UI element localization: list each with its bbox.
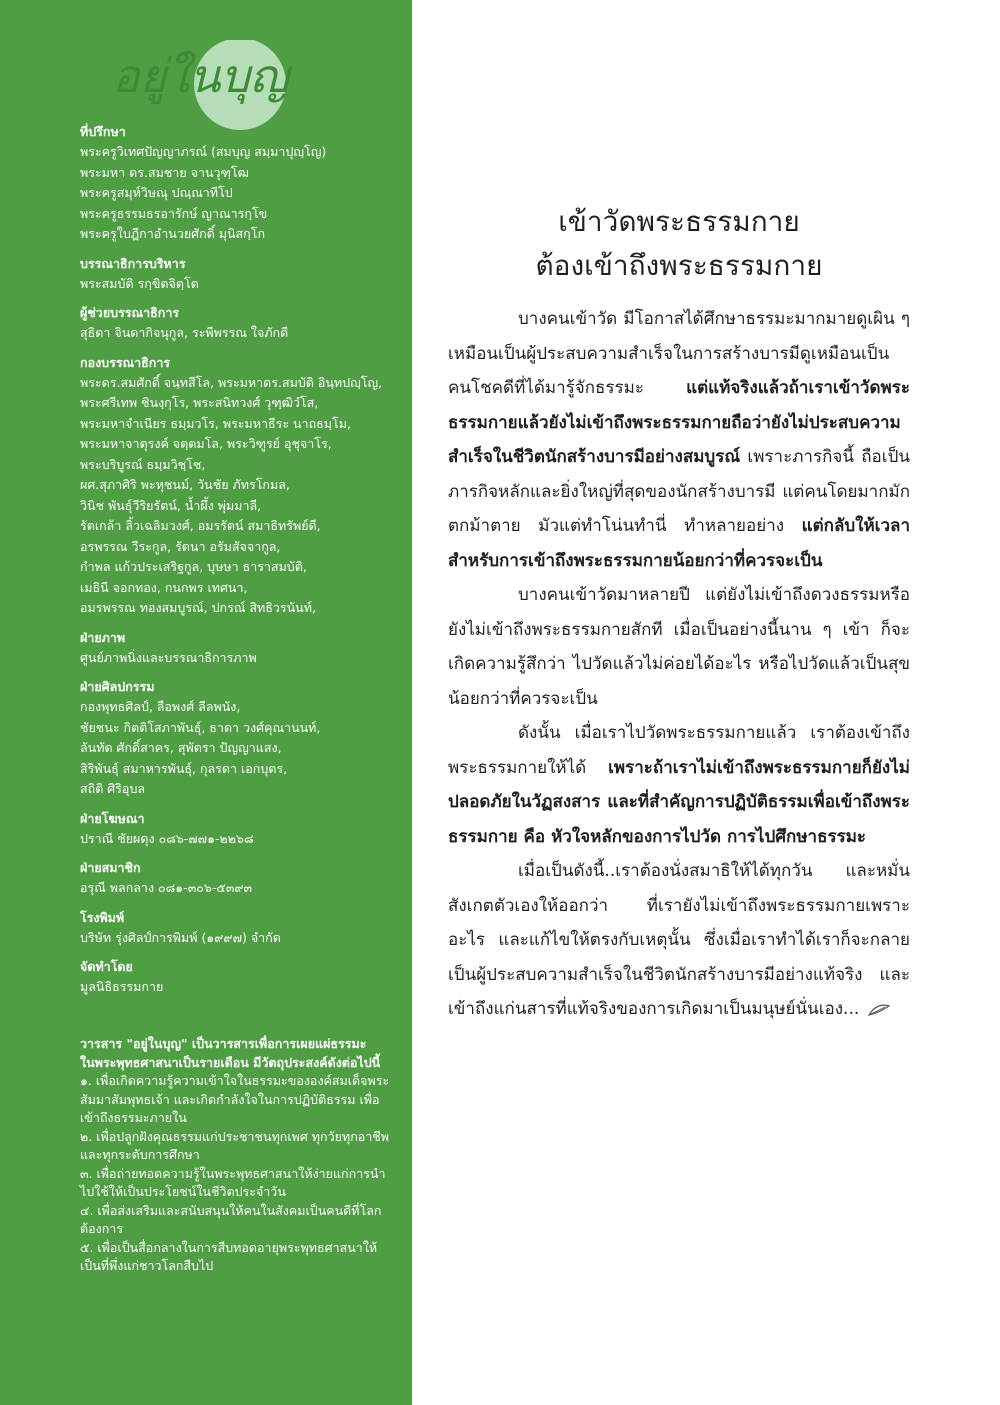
credit-section-title: ฝ่ายศิลปกรรม (80, 679, 155, 694)
magazine-logo (100, 40, 300, 130)
credit-section-title: โรงพิมพ์ (80, 909, 125, 925)
credit-line: บริษัท รุ่งศิลป์การพิมพ์ (๑๙๙๗) จำกัด (80, 929, 281, 945)
credit-line: สถิติ ศิริอุบล (80, 781, 146, 796)
credit-section-body (80, 323, 398, 344)
article-title-line: เข้าวัดพระธรรมกาย (558, 205, 800, 238)
text-run: บางคนเข้าวัด มีโอกาสได้ศึกษาธรรมะมากมายดูเผิน ๆ เหมือนเป็นผู้ประสบความสำเร็จในการสร้างบารมีดูเหมือนเป็นคนโชคดีที่ได้มารู้จักธรรมะ (448, 309, 910, 398)
purpose-item: ๔. เพื่อส่งเสริมและสนับสนุนให้คนในสังคมเป็นคนดีที่โลกต้องการ (80, 1202, 382, 1236)
purpose-title (80, 1035, 396, 1072)
credit-line: พระครูธรรมธรอารักษ์ ญาณารกฺโข (80, 205, 268, 221)
credit-line: ลันทัด ศักดิ์สาคร, สุพัตรา ปัญญาแสง, (80, 740, 282, 755)
credit-line: ปราณี ชัยผดุง ๐๘๖-๗๗๑-๒๒๖๘ (80, 830, 254, 846)
article-paragraph (448, 716, 910, 854)
credit-line: อรุณี พลกลาง ๐๘๑-๓๐๖-๕๓๙๓ (80, 880, 253, 895)
purpose-list (80, 1072, 396, 1276)
credit-line: วินิช พันธุ์วีริยรัตน์, น้ำผึ้ง พุ่มมาลี, (80, 497, 262, 513)
credit-section-body (80, 373, 398, 619)
article-paragraph (448, 854, 910, 1027)
credit-section-body (80, 697, 398, 800)
credit-section-body (80, 648, 398, 669)
credit-section-title: ผู้ช่วยบรรณาธิการ (80, 305, 180, 320)
text-run: เพราะภารกิจนี้ ถือเป็นภารกิจหลักและยิ่งใหญ่ที่สุดของนักสร้างบารมี แต่คนโดยมากมักตกม้าตาย มัวแต่ทำโน่นทำนี่ ทำหลายอย่าง (448, 447, 910, 536)
credit-section-title: ฝ่ายภาพ (80, 629, 126, 645)
credit-line: พระมหา ดร.สมชาย จานวุฑฺโฒ (80, 164, 249, 180)
article-title-line: ต้องเข้าถึงพระธรรมกาย (535, 249, 823, 282)
credit-section-title: กองบรรณาธิการ (80, 354, 171, 370)
purpose-block (80, 1035, 396, 1276)
article-title (448, 200, 910, 288)
article-paragraph (448, 302, 910, 578)
purpose-item: ๑. เพื่อเกิดความรู้ความเข้าใจในธรรมะขององค์สมเด็จพระสัมมาสัมพุทธเจ้า และเกิดกำลังใจในการปฏิบัติธรรม เพื่อเข้าถึงธรรมะภายใน (80, 1073, 390, 1125)
credit-line: พระครูใบฎีกาอำนวยศักดิ์ มุนิสกฺโก (80, 226, 266, 241)
credit-line: กำพล แก้วประเสริฐกูล, บุษษา ธาราสมบัติ, (80, 559, 307, 574)
credit-section-body (80, 142, 398, 245)
credit-line: อรพรรณ วีระกูล, รัตนา อรัมสัจจากูล, (80, 538, 281, 554)
logo-text: อยู่ในบุญ (112, 49, 289, 103)
credit-section-body (80, 829, 398, 850)
credit-section-body (80, 274, 398, 295)
credit-section-title: ฝ่ายโฆษณา (80, 810, 145, 826)
credit-line: พระมหาจำเนียร ธมฺมวโร, พระมหาธีระ นาถธมฺโม, (80, 415, 351, 431)
credit-line: สิริพันธุ์ สมาหารพันธุ์, กุลรดา เอกบุตร, (80, 760, 288, 776)
credit-line: รัตเกล้า ลิ้วเฉลิมวงศ์, อมรรัตน์ สมาธิทรัพย์ดี, (80, 518, 321, 533)
credit-line: พระดร.สมศักดิ์ จนฺทสีโล, พระมหาดร.สมบัติ อินฺทปญฺโญ, (80, 374, 383, 390)
credit-line: พระศรีเทพ ชินงฺกุโร, พระสนิทวงศ์ วุฑฺฒิวํโส, (80, 395, 319, 410)
credit-line: มูลนิธิธรรมกาย (80, 979, 164, 994)
credit-line: สุธิดา จินดากิจนุกูล, ระพีพรรณ ใจภักดี (80, 325, 289, 340)
credit-line: เมธินี จอกทอง, กนกพร เทศนา, (80, 579, 248, 595)
credit-line: พระครูสมุห์วิษณุ ปณฺณาทีโป (80, 185, 233, 200)
purpose-item: ๕. เพื่อเป็นสื่อกลางในการสืบทอดอายุพระพุทธศาสนาให้เป็นที่พึ่งแก่ชาวโลกสืบไป (80, 1239, 378, 1273)
credit-line: อมรพรรณ ทองสมบูรณ์, ปกรณ์ สิทธิวรนันท์, (80, 600, 316, 615)
sidebar (0, 0, 412, 1405)
credit-line: ศูนย์ภาพนิ่งและบรรณาธิการภาพ (80, 649, 257, 665)
credit-section-title: ฝ่ายสมาชิก (80, 860, 141, 875)
credit-section-title: บรรณาธิการบริหาร (80, 255, 186, 271)
article-body (448, 302, 910, 1027)
bold-text: แต่กลับให้เวลาสำหรับการเข้าถึงพระธรรมกายน้อยกว่าที่ควรจะเป็น (448, 516, 910, 571)
bold-text: แต่แท้จริงแล้วถ้าเราเข้าวัดพระธรรมกายแล้วยังไม่เข้าถึงพระธรรมกายถือว่ายังไม่ประสบความสำเร็จในชีวิตนักสร้างบารมีอย่างสมบูรณ์ (448, 378, 910, 467)
credit-line: ผศ.สุภาศิริ พะหุชนม์, วันชัย ภัทรโกมล, (80, 477, 290, 492)
credit-line: พระบริบูรณ์ ธมฺมวิชฺโช, (80, 456, 206, 472)
credit-line: กองพุทธศิลป์, ลือพงศ์ ลีลพนัง, (80, 699, 241, 714)
purpose-item: ๒. เพื่อปลูกฝังคุณธรรมแก่ประชาชนทุกเพศ ทุกวัยทุกอาชีพและทุกระดับการศึกษา (80, 1128, 390, 1162)
text-run: เมื่อเป็นดังนี้..เราต้องนั่งสมาธิให้ได้ทุกวัน และหมั่นสังเกตตัวเองให้ออกว่า ที่เรายังไม่เข้าถึงพระธรรมกายเพราะอะไร และแก้ไขให้ตรงกับเหตุนั้น ซึ่งเมื่อเราทำได้เราก็จะกลายเป็นผู้ประสบความสำเร็จในชีวิตนักสร้างบารมีอย่างแท้จริง และเข้าถึงแก่นสารที่แท้จริงของการเกิดมาเป็นมนุษย์นั่นเอง... (448, 861, 910, 1019)
credit-line: พระสมบัติ รกฺขิตจิตฺโต (80, 275, 199, 291)
article-paragraph (448, 578, 910, 716)
credit-line: ชัยชนะ กิตติโสภาพันธุ์, ธาดา วงศ์คุณานนท์, (80, 719, 321, 735)
text-run: ดังนั้น เมื่อเราไปวัดพระธรรมกายแล้ว เราต้องเข้าถึงพระธรรมกายให้ได้ (448, 723, 910, 778)
credit-line: พระมหาจาตุรงค์ จตฺตมโล, พระวิฑูรย์ อุชุจาโร, (80, 436, 332, 451)
article (448, 200, 910, 1027)
purpose-title-line: ในพระพุทธศาสนาเป็นรายเดือน มีวัตถุประสงค์ดังต่อไปนี้ (80, 1054, 381, 1070)
credit-section-body (80, 928, 398, 949)
credits-list (80, 122, 398, 1007)
credit-section-body (80, 977, 398, 998)
text-run: บางคนเข้าวัดมาหลายปี แต่ยังไม่เข้าถึงดวงธรรมหรือยังไม่เข้าถึงพระธรรมกายสักที เมื่อเป็นอย่างนี้นาน ๆ เข้า ก็จะเกิดความรู้สึกว่า ไปวัดแล้วไม่ค่อยได้อะไร หรือไปวัดแล้วเป็นสุขน้อยกว่าที่ควรจะเป็น (448, 585, 910, 709)
credit-line: พระครูวิเทศปัญญาภรณ์ (สมบุญ สมฺมาปุญฺโญ) (80, 144, 327, 159)
bold-text: เพราะถ้าเราไม่เข้าถึงพระธรรมกายก็ยังไม่ปลอดภัยในวัฏสงสาร และที่สำคัญการปฏิบัติธรรมเพื่อเข้าถึงพระธรรมกาย คือ หัวใจหลักของการไปวัด การไปศึกษาธรรมะ (448, 757, 910, 847)
credit-section-title: ที่ปรึกษา (80, 124, 126, 139)
credit-section-title: จัดทำโดย (80, 959, 133, 974)
credit-section-body (80, 878, 398, 899)
leaf-icon (867, 1003, 891, 1017)
purpose-title-line: วารสาร "อยู่ในบุญ" เป็นวารสารเพื่อการเผยแผ่ธรรมะ (80, 1036, 367, 1051)
purpose-item: ๓. เพื่อถ่ายทอดความรู้ในพระพุทธศาสนาให้ง่ายแก่การนำไปใช้ให้เป็นประโยชน์ในชีวิตประจำวัน (80, 1165, 386, 1199)
